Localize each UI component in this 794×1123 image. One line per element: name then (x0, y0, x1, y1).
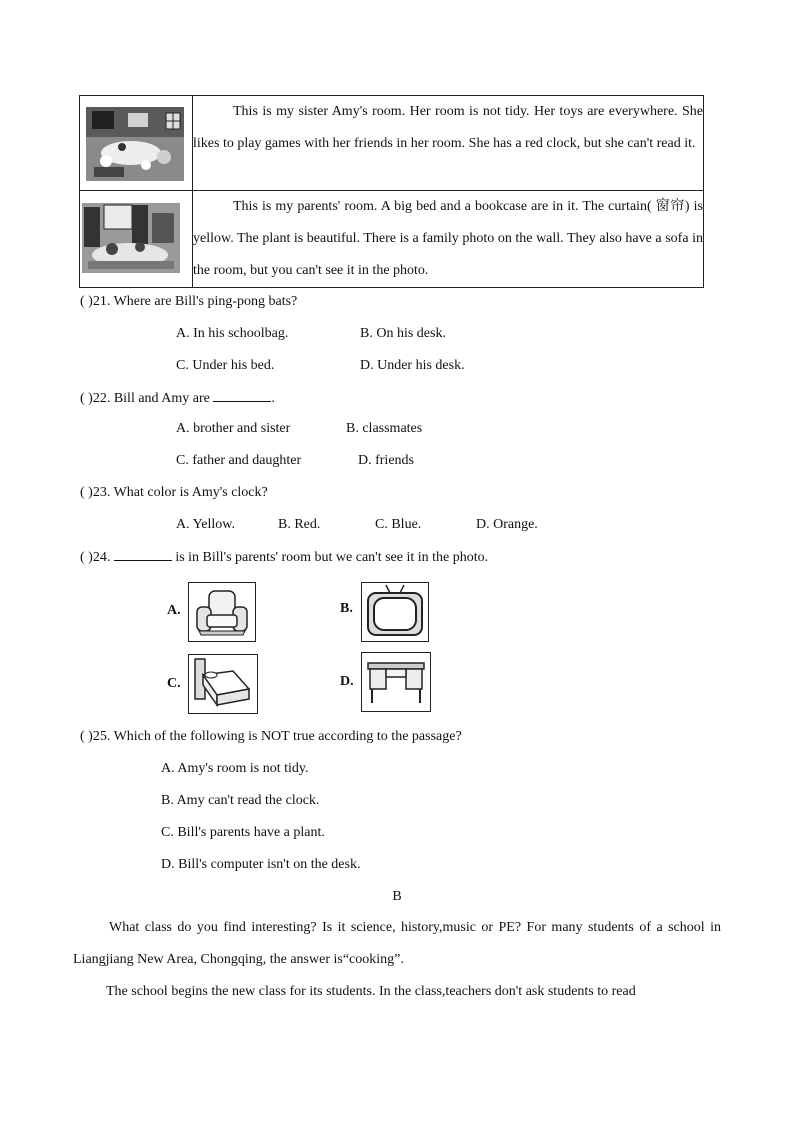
option-a: A. Yellow. (176, 517, 235, 532)
messy-bedroom-photo (86, 107, 184, 181)
section-b-heading: B (392, 889, 402, 904)
option-a: A. In his schoolbag. (176, 326, 289, 341)
option-d-image (361, 652, 431, 712)
armchair-icon (189, 583, 255, 641)
option-c-label: C. (167, 676, 181, 691)
option-d-label: D. (340, 674, 354, 689)
section-b-paragraph-2: The school begins the new class for its students. In the class,teachers don't ask students to read (106, 984, 636, 999)
option-a-label: A. (167, 603, 181, 618)
question-stem: 21. Where are Bill's ping-pong bats? (92, 294, 298, 309)
answer-paren[interactable]: ( ) (80, 485, 93, 500)
option-b-image (361, 582, 429, 642)
table-image-cell (80, 96, 193, 191)
question-23 (80, 485, 268, 501)
option-c: C. father and daughter (176, 453, 302, 468)
question-stem: 23. What color is Amy's clock? (92, 485, 268, 500)
option-b: B. Amy can't read the clock. (161, 793, 320, 808)
table-row (80, 191, 704, 288)
answer-paren[interactable]: ( ) (80, 729, 93, 744)
option-d: D. Bill's computer isn't on the desk. (161, 857, 361, 872)
table-image-cell (80, 191, 193, 288)
question-21 (80, 294, 297, 310)
question-stem-end: . (271, 391, 275, 406)
option-b: B. On his desk. (360, 326, 446, 341)
question-25 (80, 729, 462, 745)
option-c-image (188, 654, 258, 714)
option-a: A. Amy's room is not tidy. (161, 761, 309, 776)
option-b: B. Red. (278, 517, 321, 532)
parents-room-text: This is my parents' room. A big bed and a bookcase are in it. The curtain( 窗帘) is yellow. The plant is beautiful. There is a family photo on the wall. They also have a sofa in the room, but you can't see it in the photo. (193, 199, 703, 278)
question-stem: 24. (92, 550, 111, 565)
parents-bedroom-photo (82, 203, 180, 273)
option-d: D. Orange. (476, 517, 538, 532)
table-row (80, 96, 704, 191)
question-stem: 22. Bill and Amy are (92, 391, 210, 406)
desk-icon (362, 653, 430, 711)
option-a: A. brother and sister (176, 421, 291, 436)
answer-paren[interactable]: ( ) (80, 550, 93, 565)
option-c: C. Bill's parents have a plant. (161, 825, 325, 840)
question-22 (80, 389, 275, 407)
amy-room-text: This is my sister Amy's room. Her room is not tidy. Her toys are everywhere. She likes to play games with her friends in her room. She has a red clock, but she can't read it. (193, 104, 703, 151)
table-text-cell (193, 96, 704, 191)
option-d: D. friends (358, 453, 414, 468)
question-24 (80, 548, 488, 566)
answer-blank (114, 548, 172, 561)
option-c: C. Under his bed. (176, 358, 275, 373)
option-a-image (188, 582, 256, 642)
section-b-paragraph-1: What class do you find interesting? Is it science, history,music or PE? For many students of a school in Liangjiang New Area, Chongqing, the answer is“cooking”. (73, 920, 721, 967)
option-b: B. classmates (346, 421, 423, 436)
question-stem-end: is in Bill's parents' room but we can't see it in the photo. (175, 550, 489, 565)
option-d: D. Under his desk. (360, 358, 465, 373)
answer-blank (213, 389, 271, 402)
bed-icon (189, 655, 257, 713)
answer-paren[interactable]: ( ) (80, 294, 93, 309)
answer-paren[interactable]: ( ) (80, 391, 93, 406)
option-b-label: B. (340, 601, 353, 616)
table-text-cell (193, 191, 704, 288)
room-description-table (79, 95, 704, 288)
option-c: C. Blue. (375, 517, 422, 532)
tv-icon (362, 583, 428, 641)
question-stem: 25. Which of the following is NOT true according to the passage? (92, 729, 462, 744)
